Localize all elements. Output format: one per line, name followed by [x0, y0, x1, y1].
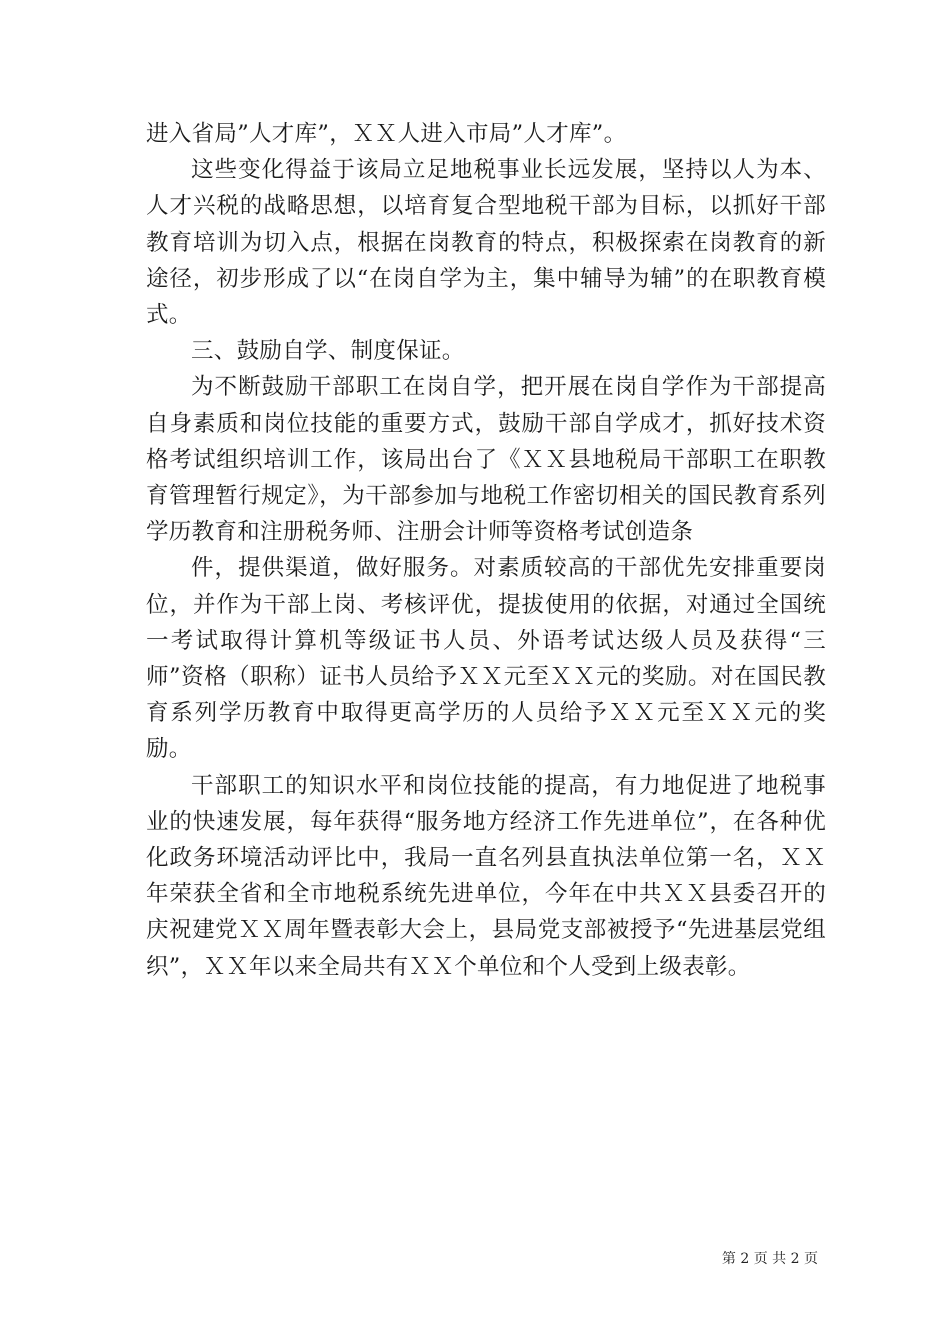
document-body [146, 116, 826, 985]
paragraph-3: 为不断鼓励干部职工在岗自学，把开展在岗自学作为干部提高自身素质和岗位技能的重要方式，鼓励干部自学成才，抓好技术资格考试组织培训工作，该局出台了《ＸＸ县地税局干部职工在职教育管理暂行规定》，为干部参加与地税工作密切相关的国民教育系列学历教育和注册税务师、注册会计师等资格考试创造条 [146, 374, 826, 546]
page-number: 第 2 页 共 2 页 [721, 1251, 818, 1267]
section-heading: 三、鼓励自学、制度保证。 [191, 338, 465, 365]
paragraph-5: 干部职工的知识水平和岗位技能的提高，有力地促进了地税事业的快速发展，每年获得“服务地方经济工作先进单位”，在各种优化政务环境活动评比中，我局一直名列县直执法单位第一名，ＸＸ年荣获全省和全市地税系统先进单位，今年在中共ＸＸ县委召开的庆祝建党ＸＸ周年暨表彰大会上，县局党支部被授予“先进基层党组织”，ＸＸ年以来全局共有ＸＸ个单位和个人受到上级表彰。 [146, 772, 826, 980]
paragraph-1: 进入省局”人才库”，ＸＸ人进入市局”人才库”。 [146, 121, 627, 147]
paragraph-4: 件，提供渠道，做好服务。对素质较高的干部优先安排重要岗位，并作为干部上岗、考核评优，提拔使用的依据，对通过全国统一考试取得计算机等级证书人员、外语考试达级人员及获得“三师”资格（职称）证书人员给予ＸＸ元至ＸＸ元的奖励。对在国民教育系列学历教育中取得更高学历的人员给予ＸＸ元至ＸＸ元的奖励。 [146, 555, 826, 763]
paragraph-2: 这些变化得益于该局立足地税事业长远发展，坚持以人为本、人才兴税的战略思想，以培育复合型地税干部为目标，以抓好干部教育培训为切入点，根据在岗教育的特点，积极探索在岗教育的新途径，初步形成了以“在岗自学为主，集中辅导为辅”的在职教育模式。 [146, 157, 826, 329]
